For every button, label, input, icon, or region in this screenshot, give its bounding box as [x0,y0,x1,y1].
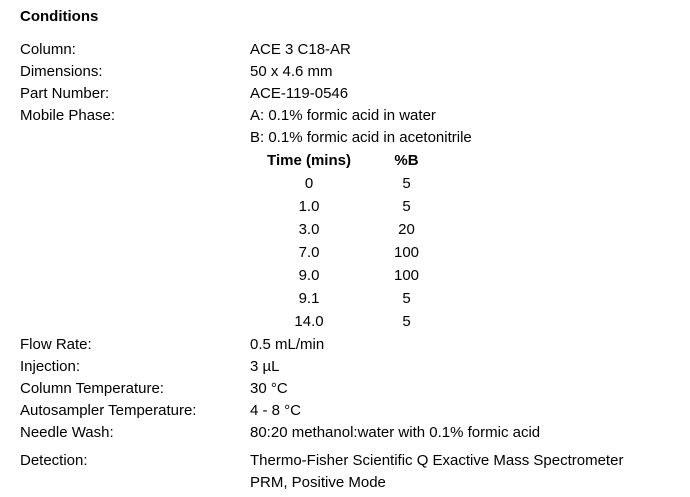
column-temperature-label: Column Temperature: [20,380,164,397]
detection-mode-value: PRM, Positive Mode [250,474,386,491]
percent-b-cell: 100 [393,267,420,284]
mobile-phase-label: Mobile Phase: [20,107,116,124]
part-number-label: Part Number: [20,85,110,102]
gradient-row [254,218,680,241]
time-cell: 0 [304,175,314,192]
dimensions-value: 50 x 4.6 mm [250,63,333,80]
column-temperature-value: 30 °C [250,380,288,397]
flow-rate-row [20,334,680,356]
percent-b-cell: 100 [393,244,420,261]
column-label: Column: [20,41,76,58]
page-title: Conditions [20,8,99,25]
column-value: ACE 3 C18-AR [250,41,351,58]
percent-b-cell: 20 [398,221,415,238]
mobile-phase-values [250,105,680,149]
gradient-table-header-row [254,149,680,172]
dimensions-row [20,61,680,83]
mobile-phase-b-value: B: 0.1% formic acid in acetonitrile [250,129,472,146]
time-cell: 14.0 [294,313,324,330]
needle-wash-row [20,422,680,444]
column-temperature-row [20,378,680,400]
time-cell: 9.0 [298,267,320,284]
injection-value: 3 µL [250,358,280,375]
gradient-row [254,310,680,333]
flow-rate-value: 0.5 mL/min [250,336,325,353]
time-cell: 3.0 [298,221,320,238]
detection-values [250,450,680,494]
injection-row [20,356,680,378]
percent-b-cell: 5 [402,313,411,330]
flow-rate-label: Flow Rate: [20,336,92,353]
gradient-row [254,172,680,195]
time-cell: 1.0 [298,198,320,215]
detection-section [20,450,680,494]
part-number-value: ACE-119-0546 [250,85,349,102]
percent-b-cell: 5 [402,290,411,307]
part-number-row [20,83,680,105]
time-column-header: Time (mins) [267,152,351,169]
column-info-section [20,39,680,149]
detection-label: Detection: [20,452,88,469]
gradient-row [254,195,680,218]
injection-label: Injection: [20,358,81,375]
gradient-table [254,149,680,333]
time-cell: 9.1 [298,290,320,307]
detection-instrument-value: Thermo-Fisher Scientific Q Exactive Mass Spectrometer [250,452,624,469]
needle-wash-label: Needle Wash: [20,424,114,441]
percent-b-cell: 5 [402,198,411,215]
mobile-phase-row [20,105,680,149]
autosampler-temperature-row [20,400,680,422]
detection-row [20,450,680,494]
gradient-row [254,287,680,310]
method-info-section [20,334,680,444]
autosampler-temperature-label: Autosampler Temperature: [20,402,197,419]
gradient-row [254,264,680,287]
mobile-phase-a-value: A: 0.1% formic acid in water [250,107,436,124]
percent-b-cell: 5 [402,175,411,192]
autosampler-temperature-value: 4 - 8 °C [250,402,302,419]
percent-b-column-header: %B [394,152,419,169]
column-row [20,39,680,61]
gradient-row [254,241,680,264]
time-cell: 7.0 [298,244,320,261]
dimensions-label: Dimensions: [20,63,103,80]
needle-wash-value: 80:20 methanol:water with 0.1% formic acid [250,424,541,441]
